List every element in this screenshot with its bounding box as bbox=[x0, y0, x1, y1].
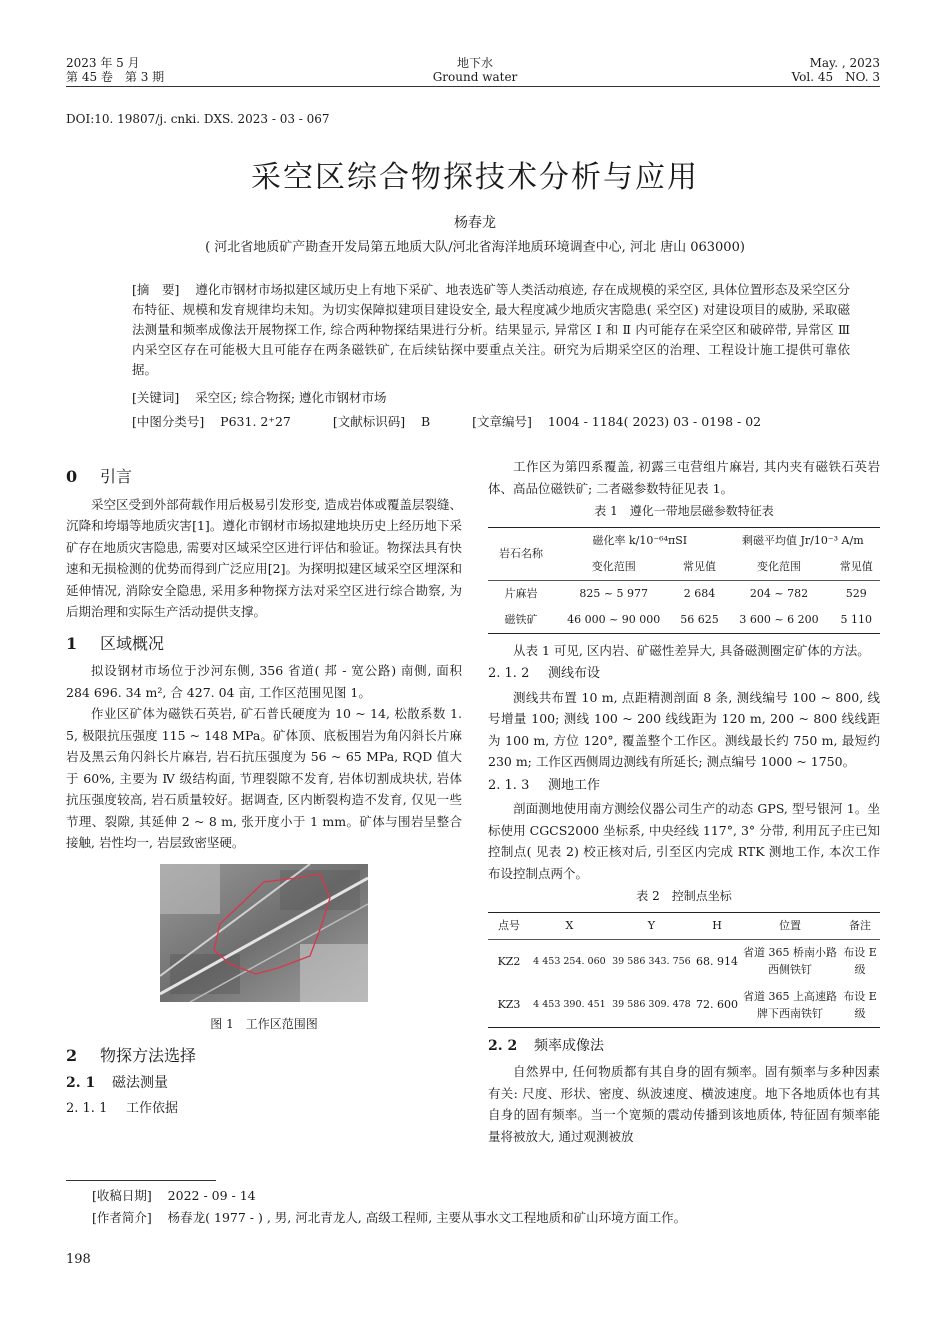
table-1-conclusion: 从表 1 可见, 区内岩、矿磁性差异大, 具备磁测圈定矿体的方法。 bbox=[513, 642, 870, 658]
author-bio: [作者简介] 杨春龙( 1977 - ) , 男, 河北青龙人, 高级工程师, 主要从事水文工程地质和矿山环境方面工作。 bbox=[92, 1210, 687, 1225]
table-row: KZ2 4 453 254. 060 39 586 343. 756 68. 914 省道 365 桥南小路西侧铁钉 布设 E 级 bbox=[497, 946, 877, 977]
table-row: KZ3 4 453 390. 451 39 586 309. 478 72. 600 省道 365 上高速路牌下西南铁钉 布设 E 级 bbox=[488, 983, 880, 1027]
t1-header-range-2: 变化范围 bbox=[757, 559, 802, 573]
keywords: [关键词] 采空区; 综合物探; 遵化市钢材市场 bbox=[132, 390, 387, 405]
journal-name-en: Ground water bbox=[432, 70, 518, 84]
affiliation: ( 河北省地质矿产勘查开发局第五地质大队/河北省海洋地质环境调查中心, 河北 唐山 063000) bbox=[205, 240, 745, 255]
work-area-map-figure bbox=[160, 864, 368, 1002]
t1-header-common: 常见值 bbox=[683, 559, 716, 573]
header-rule bbox=[66, 86, 880, 87]
footnote-rule bbox=[66, 1180, 216, 1181]
table-1-caption: 表 1 遵化一带地层磁参数特征表 bbox=[594, 504, 774, 518]
t1-header-rock: 岩石名称 bbox=[499, 546, 543, 560]
paper-title: 采空区综合物探技术分析与应用 bbox=[251, 160, 699, 195]
classification: [中图分类号] P631. 2⁺27 [文献标识码] B [文章编号] 1004 - 1184( 2023) 03 - 0198 - 02 bbox=[132, 414, 762, 429]
section-2-1-2-heading: 2. 1. 2 测线布设 bbox=[488, 666, 601, 681]
journal-date: 2023 年 5 月 bbox=[66, 56, 140, 70]
section-2-1-3-heading: 2. 1. 3 测地工作 bbox=[488, 777, 601, 793]
section-2-heading: 2 物探方法选择 bbox=[66, 1046, 197, 1065]
journal-volume: 第 45 卷 第 3 期 bbox=[66, 70, 165, 84]
figure-1-caption: 图 1 工作区范围图 bbox=[210, 1016, 318, 1031]
region-paragraph-2: 作业区矿体为磁铁石英岩, 矿石普氏硬度为 10 ~ 14, 松散系数 1. 5, 极限抗压强度 115 ~ 148 MPa。矿体顶、底板围岩为角闪斜长片麻岩及黑云角闪斜长片麻岩, 岩石抗压强度为 56 ~ 65 MPa, RQD 值大于 60%, 主要为 Ⅳ 级结构面, 节理裂隙不发育, 岩体切割成块状, 岩体抗压强度较高, 岩石质量较好。据调查, 区内断裂构造不发育, 仅见一些节理、裂隙, 其延伸 2 ~ 8 m, 张开度小于 1 mm。矿体与围岩呈整合接触, 岩性均一, 岩层致密坚硬。 bbox=[66, 706, 462, 850]
journal-volume-en: Vol. 45 NO. 3 bbox=[791, 70, 880, 84]
section-2-2-heading: 2. 2 频率成像法 bbox=[488, 1037, 604, 1054]
journal-name: 地下水 bbox=[456, 56, 493, 70]
geodesy-paragraph: 剖面测地使用南方测绘仪器公司生产的动态 GPS, 型号银河 1。坐标使用 CGCS2000 坐标系, 中央经线 117°, 3° 分带, 利用瓦子庄已知控制点( 见表 2) 校正核对后, 引至区内完成 RTK 测地工作, 本次工作布设控制点两个。 bbox=[488, 801, 880, 881]
table-row: 片麻岩 825 ~ 5 977 2 684 204 ~ 782 529 bbox=[504, 586, 867, 600]
region-paragraph-1: 拟设钢材市场位于沙河东侧, 356 省道( 邦 - 宽公路) 南侧, 面积 284 696. 34 m², 合 427. 04 亩, 工作区范围见图 1。 bbox=[66, 663, 462, 700]
abstract bbox=[132, 280, 850, 380]
t1-header-common-2: 常见值 bbox=[839, 559, 873, 573]
frequency-imaging-paragraph: 自然界中, 任何物质都有其自身的固有频率。固有频率与多种因素有关: 尺度、形状、密度、纵波速度、横波速度。地下各地质体也有其自身的固有频率。当一个宽频的震动传播到该地质体, 特征固有频率能量将被放大, 通过观测被放 bbox=[488, 1064, 880, 1144]
right-column bbox=[488, 456, 880, 1147]
abstract-text: 遵化市钢材市场拟建区域历史上有地下采矿、地表选矿等人类活动痕迹, 存在成规模的采空区, 具体位置形态及采空区分布特征、规模和发育规律均未知。为切实保障拟建项目建设安全, 最大程度减少地质灾害隐患( 采空区) 对建设项目的威胁, 采取磁法测量和频率成像法开展物探工作, 综合两种物探结果进行分析。结果显示, 异常区 Ⅰ 和 Ⅱ 内可能存在采空区和破碎带, 异常区 Ⅲ 内采空区存在可能极大且可能存在两条磁铁矿, 在后续钻探中要重点关注。研究为后期采空区的治理、工程设计施工提供可靠依据。 bbox=[132, 282, 850, 377]
t1-header-remanence: 剩磁平均值 Jr/10⁻³ A/m bbox=[741, 533, 864, 547]
section-0-heading: 0 引言 bbox=[66, 467, 133, 486]
received-date: [收稿日期] 2022 - 09 - 14 bbox=[92, 1188, 256, 1203]
left-column bbox=[66, 458, 462, 1122]
aerial-photo bbox=[160, 864, 368, 1002]
page-number: 198 bbox=[66, 1252, 91, 1267]
section-1-heading: 1 区域概况 bbox=[66, 633, 165, 653]
intro-paragraph: 采空区受到外部荷载作用后极易引发形变, 造成岩体或覆盖层裂缝、沉降和垮塌等地质灾害[1]。遵化市钢材市场拟建地块历史上经历地下采矿存在地质灾害隐患, 需要对区域采空区进行评估和验证。物探法具有快速和无损检测的优势而得到广泛应用[2]。为探明拟建区域采空区埋深和延伸情况, 消除安全隐患, 采用多种物探方法对采空区进行综合勘察, 为后期治理和实际生产活动提供支撑。 bbox=[66, 496, 462, 619]
geology-paragraph: 工作区为第四系覆盖, 初露三屯营组片麻岩, 其内夹有磁铁石英岩体、高品位磁铁矿; 二者磁参数特征见表 1。 bbox=[488, 459, 880, 496]
t1-header-susceptibility: 磁化率 k/10⁻⁶⁴πSI bbox=[592, 533, 688, 547]
journal-date-en: May. , 2023 bbox=[809, 56, 880, 70]
doi: DOI:10. 19807/j. cnki. DXS. 2023 - 03 - 067 bbox=[66, 112, 330, 126]
section-2-1-1-heading: 2. 1. 1 工作依据 bbox=[66, 1101, 179, 1116]
table-2-control-points: 点号 X Y H 位置 备注 KZ2 4 453 254. 060 39 586 343. 756 68. 914 省道 365 桥南小路西侧铁钉 布设 E 级 KZ3 4 453 390. 451 39 586 309. 478 72. 600 省道 365 上高速路牌下西南铁钉 布设 E 级 bbox=[488, 912, 880, 1028]
author: 杨春龙 bbox=[454, 215, 496, 231]
abstract-label: [摘 要] bbox=[132, 282, 180, 297]
table-row: 磁铁矿 46 000 ~ 90 000 56 625 3 600 ~ 6 200 5 110 bbox=[488, 607, 880, 634]
section-2-1-heading: 2. 1 磁法测量 bbox=[66, 1074, 168, 1091]
table-2-caption: 表 2 控制点坐标 bbox=[636, 889, 732, 903]
survey-line-paragraph: 测线共布置 10 m, 点距精测剖面 8 条, 测线编号 100 ~ 800, 线号增量 100; 测线 100 ~ 200 线线距为 120 m, 200 ~ 800 线线距为 100 m, 方位 120°, 覆盖整个工作区。测线最长约 750 m, 最短约 230 m; 工作区西侧周边测线有所延长; 测点编号 1000 ~ 1750。 bbox=[488, 689, 880, 769]
t1-header-range: 变化范围 bbox=[591, 559, 636, 573]
table-1-magnetic-parameters bbox=[488, 527, 880, 634]
